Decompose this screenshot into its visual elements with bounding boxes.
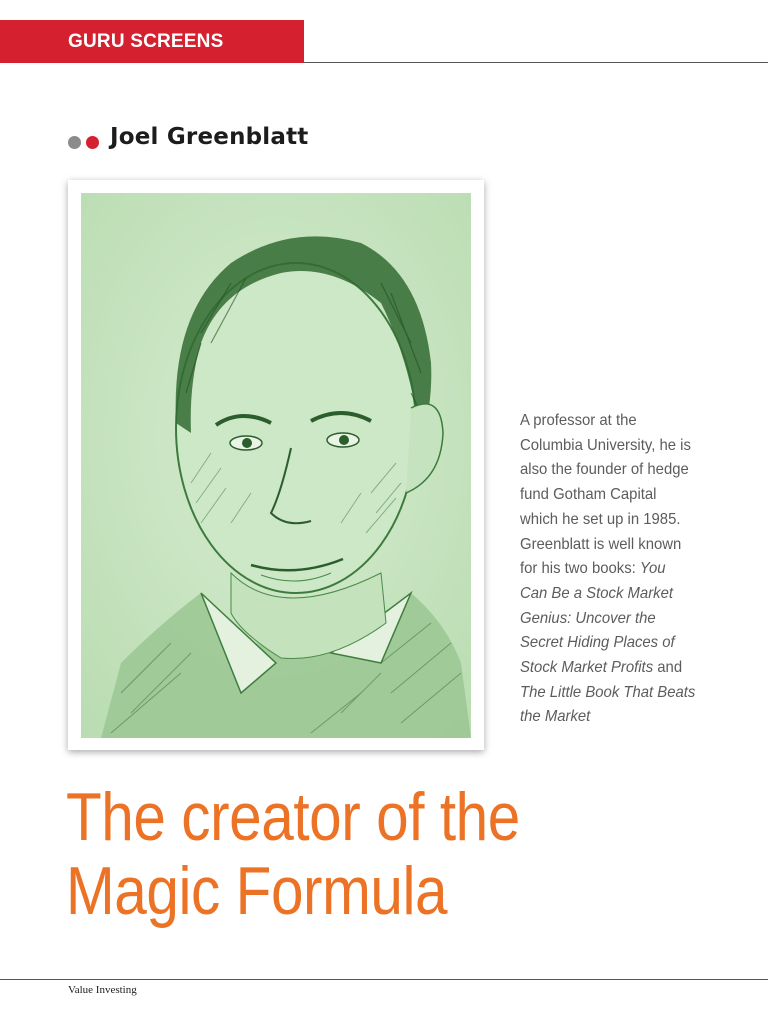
bottom-divider	[0, 979, 768, 980]
headline	[66, 780, 634, 928]
bio-intro: A professor at the Columbia University, he is also the founder of hedge fund Gotham Capital which he set up in 1985. Greenblatt is well known for his two books:	[520, 412, 691, 578]
bio-connector: and	[657, 659, 683, 677]
book-title-1: You Can Be a Stock Market Genius: Uncover the Secret Hiding Places of Stock Market Profits	[520, 560, 675, 677]
headline-line-1: The creator of the	[66, 779, 520, 855]
gray-bullet-icon	[68, 136, 81, 149]
portrait-sketch-image	[81, 193, 471, 738]
guru-name: Joel Greenblatt	[110, 124, 309, 150]
red-bullet-icon	[86, 136, 99, 149]
bio-text	[520, 409, 697, 730]
section-banner	[0, 20, 304, 63]
portrait-frame	[68, 180, 484, 750]
headline-line-2: Magic Formula	[66, 853, 448, 929]
top-divider	[304, 62, 768, 63]
footer-publication: Value Investing	[68, 984, 137, 996]
section-label: GURU SCREENS	[68, 31, 224, 52]
book-title-2: The Little Book That Beats the Market	[520, 683, 696, 726]
